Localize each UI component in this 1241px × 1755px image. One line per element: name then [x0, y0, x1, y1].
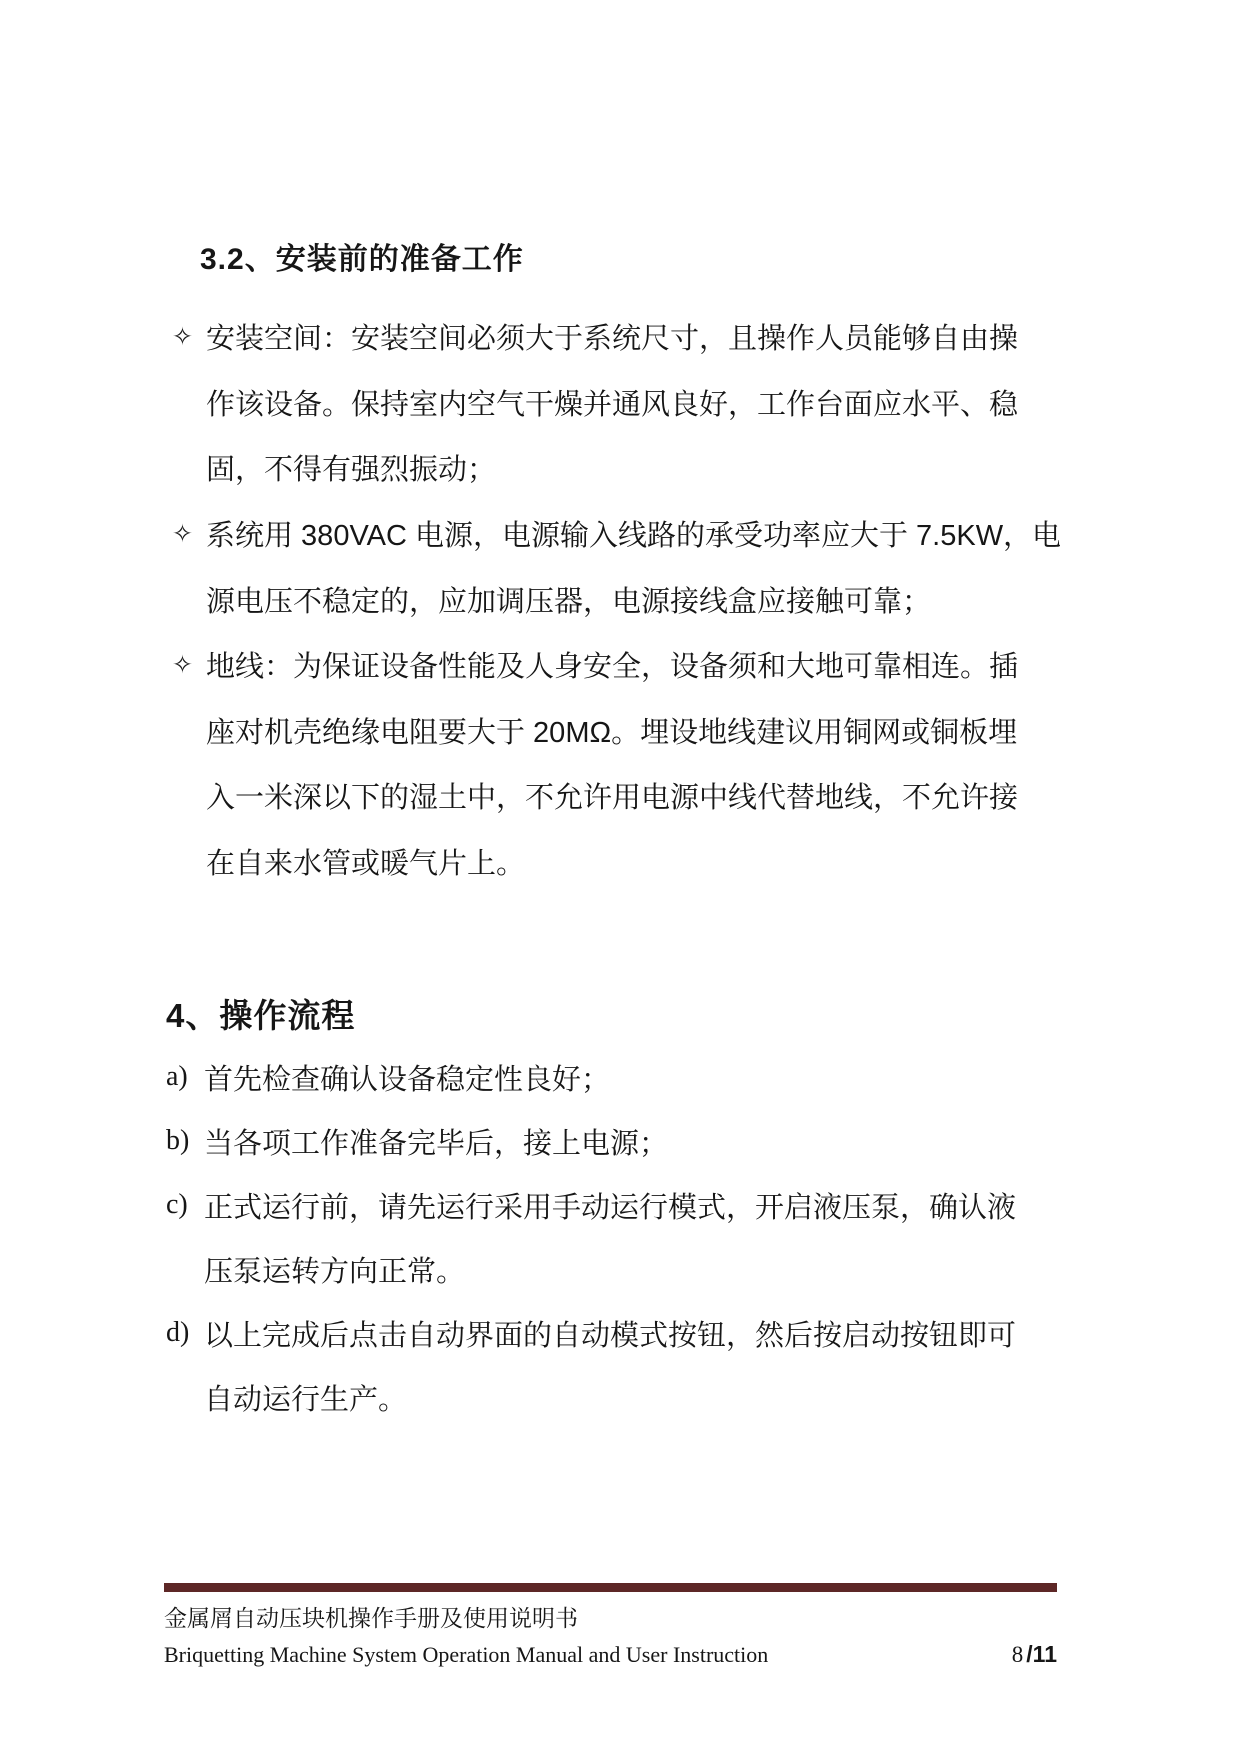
list-item: [166, 1173, 1072, 1237]
list-item-text: 以上完成后点击自动界面的自动模式按钮，然后按启动按钮即可: [204, 1319, 1017, 1352]
list-item-text: 自动运行生产。: [204, 1383, 408, 1416]
list-item: [166, 1109, 1072, 1173]
installation-bullet-list: [172, 304, 1077, 894]
bullet-text: 座对机壳绝缘电阻要大于 20MΩ。埋设地线建议用铜网或铜板埋: [206, 716, 1018, 749]
bullet-text: 安装空间：安装空间必须大于系统尺寸，且操作人员能够自由操: [206, 323, 1019, 356]
list-item-text: 当各项工作准备完毕后，接上电源；: [204, 1127, 669, 1160]
list-item-text: 首先检查确认设备稳定性良好；: [204, 1063, 611, 1096]
diamond-bullet-icon: ✧: [172, 519, 193, 548]
list-item: [166, 1301, 1072, 1365]
bullet-text: 源电压不稳定的，应加调压器，电源接线盒应接触可靠；: [206, 585, 932, 618]
page-number-total: /11: [1026, 1641, 1057, 1667]
bullet-item-line: [172, 370, 1077, 436]
footer-divider: [164, 1583, 1057, 1592]
bullet-text: 入一米深以下的湿土中，不允许用电源中线代替地线，不允许接: [206, 782, 1019, 815]
section-4-heading: 4、操作流程: [166, 997, 356, 1034]
bullet-item-line: [172, 632, 1077, 698]
footer-title-zh: 金属屑自动压块机操作手册及使用说明书: [164, 1606, 578, 1631]
list-item: [166, 1365, 1072, 1429]
list-item-text: 正式运行前，请先运行采用手动运行模式，开启液压泵，确认液: [204, 1191, 1017, 1224]
bullet-item-line: [172, 435, 1077, 501]
bullet-item-line: [172, 566, 1077, 632]
bullet-text: 在自来水管或暖气片上。: [206, 848, 526, 881]
bullet-text: 地线：为保证设备性能及人身安全，设备须和大地可靠相连。插: [206, 651, 1019, 684]
bullet-item-line: [172, 304, 1077, 370]
bullet-text: 系统用 380VAC 电源，电源输入线路的承受功率应大于 7.5KW，电: [206, 520, 1062, 553]
page-footer: [164, 1583, 1057, 1668]
list-item-text: 压泵运转方向正常。: [204, 1255, 466, 1288]
bullet-item-line: [172, 501, 1077, 567]
bullet-text: 固，不得有强烈振动；: [206, 454, 497, 487]
bullet-item-line: [172, 698, 1077, 764]
list-item: [166, 1237, 1072, 1301]
page-number: [1012, 1641, 1057, 1668]
bullet-text: 作该设备。保持室内空气干燥并通风良好，工作台面应水平、稳: [206, 388, 1019, 421]
page-number-current: 8: [1011, 1642, 1024, 1667]
list-marker: b): [166, 1125, 190, 1156]
operation-steps-list: [166, 1045, 1072, 1429]
bullet-item-line: [172, 763, 1077, 829]
list-marker: d): [166, 1317, 190, 1348]
diamond-bullet-icon: ✧: [172, 322, 193, 351]
list-marker: c): [166, 1189, 188, 1220]
section-3-2-heading: 3.2、安装前的准备工作: [200, 243, 524, 276]
footer-row: [164, 1641, 1057, 1668]
bullet-item-line: [172, 829, 1077, 895]
list-marker: a): [166, 1061, 188, 1092]
list-item: [166, 1045, 1072, 1109]
footer-title-en: Briquetting Machine System Operation Manual and User Instruction: [164, 1642, 769, 1667]
diamond-bullet-icon: ✧: [172, 650, 193, 679]
